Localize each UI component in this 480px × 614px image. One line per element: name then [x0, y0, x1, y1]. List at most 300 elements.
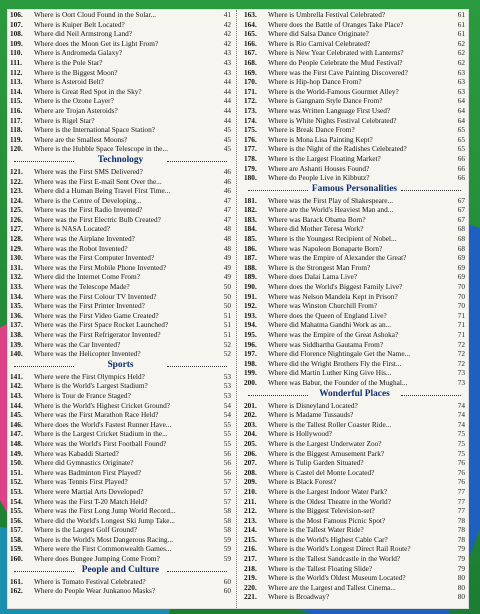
entry-number: 124. [10, 195, 23, 205]
toc-entry[interactable] [242, 564, 467, 574]
toc-entry[interactable] [8, 292, 233, 302]
toc-entry[interactable] [242, 10, 467, 20]
entry-page-number: 73 [457, 368, 465, 378]
toc-entry[interactable] [242, 516, 467, 526]
entry-page-number: 46 [223, 186, 231, 196]
entry-number: 185. [244, 234, 257, 244]
entry-page-number: 76 [457, 477, 465, 487]
entry-title: Where is the Ozone Layer? [34, 96, 114, 106]
toc-entry[interactable] [242, 544, 467, 554]
entry-page-number: 47 [223, 195, 231, 205]
entry-page-number: 69 [457, 272, 465, 282]
entry-number: 148. [10, 438, 23, 448]
toc-entry[interactable] [242, 68, 467, 78]
toc-entry[interactable] [8, 349, 233, 359]
entry-page-number: 63 [457, 86, 465, 96]
entry-page-number: 47 [223, 205, 231, 215]
toc-entry[interactable] [8, 253, 233, 263]
entry-number: 206. [244, 448, 257, 458]
toc-entry[interactable] [242, 497, 467, 507]
toc-entry[interactable] [8, 311, 233, 321]
toc-entry[interactable] [8, 340, 233, 350]
right-list-people-and-culture [242, 10, 467, 183]
entry-title: Where was the First Computer Invented? [34, 253, 155, 263]
entry-title: Where is the Largest Floating Market? [268, 153, 381, 163]
toc-entry[interactable] [242, 506, 467, 516]
toc-entry[interactable] [242, 573, 467, 583]
toc-entry[interactable] [242, 368, 467, 378]
entry-title: Where was the First Printer Invented? [34, 301, 145, 311]
toc-entry[interactable] [8, 116, 233, 126]
entry-number: 147. [10, 429, 23, 439]
toc-entry[interactable] [242, 292, 467, 302]
toc-entry[interactable] [8, 39, 233, 49]
toc-entry[interactable] [8, 586, 233, 596]
entry-number: 213. [244, 515, 257, 525]
entry-number: 114. [10, 86, 23, 96]
entry-number: 192. [244, 301, 257, 311]
entry-title: Where is Umbrella Festival Celebrated? [268, 10, 386, 19]
toc-entry[interactable] [242, 487, 467, 497]
entry-page-number: 72 [457, 358, 465, 368]
entry-number: 216. [244, 544, 257, 554]
entry-title: Where were the First Olympics Held? [34, 371, 145, 381]
entry-number: 184. [244, 224, 257, 234]
toc-entry[interactable] [8, 525, 233, 535]
entry-page-number: 61 [457, 10, 465, 19]
entry-title: Where is the Night of the Radishes Celebrated? [268, 144, 407, 154]
entry-number: 136. [10, 310, 23, 320]
toc-entry[interactable] [242, 215, 467, 225]
entry-number: 138. [10, 330, 23, 339]
toc-entry[interactable] [242, 554, 467, 564]
entry-title: Where did Salsa Dance Originate? [268, 29, 369, 39]
entry-title: Where is Andromeda Galaxy? [34, 48, 123, 58]
entry-page-number: 49 [223, 272, 231, 282]
entry-page-number: 59 [223, 534, 231, 544]
toc-entry[interactable] [8, 20, 233, 30]
toc-entry[interactable] [8, 544, 233, 554]
entry-title: Where is Asteroid Belt? [34, 77, 104, 87]
toc-entry[interactable] [242, 164, 467, 174]
entry-number: 189. [244, 272, 257, 282]
toc-entry[interactable] [8, 68, 233, 78]
entry-number: 198. [244, 358, 257, 368]
entry-page-number: 70 [457, 291, 465, 301]
toc-entry[interactable] [242, 244, 467, 254]
toc-entry[interactable] [8, 372, 233, 382]
entry-title: Where is Castel del Monte Located? [268, 467, 375, 477]
toc-entry[interactable] [242, 116, 467, 126]
entry-page-number: 79 [457, 563, 465, 573]
entry-page-number: 69 [457, 262, 465, 272]
toc-entry[interactable] [242, 39, 467, 49]
entry-title: Where is the Largest Underwater Zoo? [268, 438, 382, 448]
entry-title: Where did a Human Being Travel First Time... [34, 186, 171, 196]
toc-entry[interactable] [242, 401, 467, 411]
entry-number: 219. [244, 573, 257, 583]
toc-entry[interactable] [8, 497, 233, 507]
entry-title: Where did Neil Armstrong Land? [34, 29, 133, 39]
entry-title: Where does the Queen of England Live? [268, 310, 387, 320]
entry-number: 118. [10, 125, 23, 135]
toc-entry[interactable] [8, 410, 233, 420]
entry-title: Where did Gymnastics Originate? [34, 458, 134, 468]
entry-number: 193. [244, 310, 257, 320]
toc-entry[interactable] [242, 583, 467, 593]
entry-title: Where were the First Commonwealth Games... [34, 544, 172, 554]
entry-number: 126. [10, 214, 23, 224]
entry-title: Where is White Nights Festival Celebrated? [268, 115, 397, 125]
toc-entry[interactable] [242, 429, 467, 439]
toc-entry[interactable] [8, 468, 233, 478]
entry-page-number: 51 [223, 330, 231, 339]
toc-entry[interactable] [242, 320, 467, 330]
entry-number: 199. [244, 368, 257, 378]
toc-entry[interactable] [242, 224, 467, 234]
toc-entry[interactable] [242, 525, 467, 535]
entry-title: Where is Disneyland Located? [268, 400, 358, 410]
entry-page-number: 48 [223, 234, 231, 244]
left-list-space [8, 10, 233, 154]
entry-number: 131. [10, 262, 23, 272]
toc-entry[interactable] [8, 215, 233, 225]
entry-page-number: 61 [457, 29, 465, 39]
entry-number: 111. [10, 57, 22, 67]
toc-entry[interactable] [8, 487, 233, 497]
toc-entry[interactable] [8, 381, 233, 391]
entry-title: Where is the Centre of Developing... [34, 195, 142, 205]
left-list-sports [8, 372, 233, 564]
entry-page-number: 78 [457, 534, 465, 544]
entry-page-number: 50 [223, 282, 231, 292]
entry-number: 217. [244, 554, 257, 564]
entry-page-number: 58 [223, 515, 231, 525]
entry-title: Where is Tomato Festival Celebrated? [34, 576, 146, 586]
toc-entry[interactable] [8, 391, 233, 401]
toc-entry[interactable] [242, 468, 467, 478]
toc-entry[interactable] [242, 253, 467, 263]
entry-page-number: 76 [457, 467, 465, 477]
entry-title: Where is the Biggest Amusement Park? [268, 448, 385, 458]
entry-title: Where was the First Mobile Phone Invented? [34, 262, 167, 272]
entry-page-number: 56 [223, 467, 231, 477]
entry-page-number: 67 [457, 205, 465, 215]
entry-number: 209. [244, 477, 257, 487]
toc-entry[interactable] [8, 106, 233, 116]
entry-number: 146. [10, 419, 23, 429]
entry-number: 162. [10, 586, 23, 596]
entry-title: Where did Florence Nightingale Get the Name... [268, 349, 411, 359]
toc-entry[interactable] [242, 282, 467, 292]
toc-entry[interactable] [8, 282, 233, 292]
entry-title: Where was the First Refrigerator Invented? [34, 330, 161, 339]
toc-entry[interactable] [8, 186, 233, 196]
left-list-people-and-culture [8, 577, 233, 596]
entry-number: 145. [10, 410, 23, 420]
entry-number: 155. [10, 506, 23, 516]
entry-title: Where was the First Cave Painting Discovered? [268, 67, 408, 77]
entry-page-number: 46 [223, 166, 231, 176]
toc-entry[interactable] [8, 58, 233, 68]
toc-entry[interactable] [8, 330, 233, 340]
entry-number: 150. [10, 458, 23, 468]
entry-number: 142. [10, 381, 23, 391]
entry-title: Where was Napoleon Bonaparte Born? [268, 243, 383, 253]
entry-title: Where was the First Long Jump World Record... [34, 506, 176, 516]
entry-number: 125. [10, 205, 23, 215]
entry-title: Where are the Smallest Moons? [34, 134, 128, 144]
entry-title: Where is the Biggest Television-set? [268, 506, 375, 516]
entry-page-number: 42 [223, 29, 231, 39]
toc-entry[interactable] [8, 244, 233, 254]
entry-page-number: 49 [223, 262, 231, 272]
entry-title: Where was the Telescope Made? [34, 282, 130, 292]
entry-page-number: 54 [223, 400, 231, 410]
toc-entry[interactable] [242, 301, 467, 311]
toc-entry[interactable] [242, 592, 467, 602]
entry-title: Where was the First Video Game Created? [34, 310, 159, 320]
entry-number: 154. [10, 496, 23, 506]
entry-number: 168. [244, 57, 257, 67]
toc-entry[interactable] [242, 330, 467, 340]
entry-title: Where was Winston Churchill From? [268, 301, 378, 311]
entry-title: Where was the Robot Invented? [34, 243, 128, 253]
toc-entry[interactable] [8, 420, 233, 430]
entry-title: Where is Hip-hop Dance From? [268, 77, 362, 87]
toc-entry[interactable] [8, 234, 233, 244]
entry-page-number: 59 [223, 544, 231, 554]
entry-title: Where is Break Dance From? [268, 125, 355, 135]
entry-title: Where are the World's Heaviest Man and... [268, 205, 394, 215]
entry-title: Where is the Biggest Moon? [34, 67, 118, 77]
toc-entry[interactable] [242, 144, 467, 154]
entry-number: 149. [10, 448, 23, 458]
entry-page-number: 55 [223, 419, 231, 429]
entry-number: 214. [244, 525, 257, 535]
toc-entry[interactable] [242, 420, 467, 430]
entry-number: 208. [244, 467, 257, 477]
entry-number: 127. [10, 224, 23, 234]
entry-page-number: 53 [223, 390, 231, 400]
entry-number: 159. [10, 544, 23, 554]
entry-title: Where was Nelson Mandela Kept in Prison? [268, 291, 398, 301]
entry-number: 130. [10, 253, 23, 263]
toc-entry[interactable] [242, 58, 467, 68]
entry-number: 109. [10, 38, 23, 48]
toc-entry[interactable] [8, 87, 233, 97]
toc-entry[interactable] [242, 449, 467, 459]
entry-number: 117. [10, 115, 23, 125]
toc-entry[interactable] [8, 401, 233, 411]
entry-title: Where is Gangnam Style Dance From? [268, 96, 383, 106]
entry-title: Where was the Empire of Alexander the Great? [268, 253, 407, 263]
toc-entry[interactable] [242, 48, 467, 58]
entry-page-number: 70 [457, 301, 465, 311]
toc-entry[interactable] [8, 516, 233, 526]
toc-entry[interactable] [242, 272, 467, 282]
entry-number: 161. [10, 576, 23, 586]
entry-title: Where is Black Forest? [268, 477, 337, 487]
toc-entry[interactable] [8, 272, 233, 282]
entry-title: Where is Rio Carnival Celebrated? [268, 38, 371, 48]
entry-title: Where did the Wright Brothers Fly the First... [268, 358, 402, 368]
entry-number: 210. [244, 486, 257, 496]
toc-entry[interactable] [242, 349, 467, 359]
toc-entry[interactable] [242, 263, 467, 273]
toc-entry[interactable] [242, 439, 467, 449]
entry-title: Where was the First Electric Bulb Created? [34, 214, 161, 224]
entry-number: 163. [244, 10, 257, 19]
entry-title: Where is the World's Largest Stadium? [34, 381, 148, 391]
entry-page-number: 53 [223, 371, 231, 381]
toc-entry[interactable] [8, 439, 233, 449]
entry-page-number: 49 [223, 253, 231, 263]
heading-famous-personalities: Famous Personalities [242, 183, 467, 196]
entry-number: 177. [244, 144, 257, 154]
entry-title: Where is the Tallest Sandcastle in the World? [268, 554, 401, 564]
entry-title: Where is the World's Highest Cricket Ground? [34, 400, 170, 410]
entry-title: Where is New Year Celebrated with Lanterns? [268, 48, 404, 58]
toc-entry[interactable] [8, 263, 233, 273]
entry-title: Where is the Tallest Floating Slide? [268, 563, 373, 573]
entry-title: Where is Rigel Star? [34, 115, 95, 125]
toc-entry[interactable] [8, 224, 233, 234]
entry-title: Where does the World's Biggest Family Live? [268, 282, 403, 292]
toc-entry[interactable] [8, 577, 233, 587]
entry-title: Where is the International Space Station? [34, 125, 155, 135]
entry-page-number: 44 [223, 77, 231, 87]
entry-title: Where was the World's First Football Found? [34, 438, 167, 448]
toc-entry[interactable] [8, 301, 233, 311]
toc-entry[interactable] [8, 449, 233, 459]
entry-number: 164. [244, 19, 257, 29]
entry-number: 120. [10, 144, 23, 154]
entry-title: Where does the Battle of Oranges Take Place? [268, 19, 404, 29]
toc-entry[interactable] [8, 477, 233, 487]
toc-entry[interactable] [242, 378, 467, 388]
toc-entry[interactable] [8, 554, 233, 564]
entry-title: Where was the Car Invented? [34, 339, 121, 349]
toc-entry[interactable] [242, 154, 467, 164]
toc-entry[interactable] [8, 506, 233, 516]
entry-number: 157. [10, 525, 23, 535]
entry-number: 175. [244, 125, 257, 135]
entry-page-number: 45 [223, 125, 231, 135]
entry-page-number: 48 [223, 243, 231, 253]
entry-number: 212. [244, 506, 257, 516]
entry-page-number: 63 [457, 77, 465, 87]
entry-page-number: 44 [223, 96, 231, 106]
toc-entry[interactable] [242, 29, 467, 39]
toc-entry[interactable] [242, 20, 467, 30]
entry-title: Where does Dalai Lama Live? [268, 272, 358, 282]
toc-entry[interactable] [8, 167, 233, 177]
toc-entry[interactable] [8, 48, 233, 58]
toc-entry[interactable] [8, 96, 233, 106]
entry-page-number: 80 [457, 573, 465, 583]
entry-number: 195. [244, 330, 257, 339]
toc-entry[interactable] [242, 340, 467, 350]
entry-page-number: 78 [457, 525, 465, 535]
toc-entry[interactable] [242, 106, 467, 116]
entry-title: Where is the Youngest Recipient of Nobel... [268, 234, 397, 244]
entry-page-number: 56 [223, 458, 231, 468]
entry-page-number: 77 [457, 506, 465, 516]
entry-title: Where was the First Radio Invented? [34, 205, 143, 215]
toc-entry[interactable] [242, 410, 467, 420]
entry-title: Where is Kuiper Belt Located? [34, 19, 125, 29]
toc-entry[interactable] [8, 125, 233, 135]
toc-entry[interactable] [8, 10, 233, 20]
entry-page-number: 66 [457, 153, 465, 163]
entry-title: Where is the World-Famous Gourmet Alley? [268, 86, 399, 96]
entry-title: Where is the Oldest Theatre in the World? [268, 496, 391, 506]
toc-entry[interactable] [8, 320, 233, 330]
toc-entry[interactable] [242, 234, 467, 244]
entry-title: Where was the First Marathon Race Held? [34, 410, 159, 420]
entry-number: 181. [244, 195, 257, 205]
entry-number: 196. [244, 339, 257, 349]
toc-entry[interactable] [8, 429, 233, 439]
toc-entry[interactable] [242, 196, 467, 206]
entry-page-number: 74 [457, 410, 465, 420]
toc-entry[interactable] [8, 196, 233, 206]
entry-number: 106. [10, 10, 23, 19]
entry-number: 202. [244, 410, 257, 420]
toc-entry[interactable] [8, 177, 233, 187]
toc-entry[interactable] [242, 135, 467, 145]
entry-page-number: 67 [457, 214, 465, 224]
toc-entry[interactable] [242, 125, 467, 135]
toc-entry[interactable] [242, 477, 467, 487]
entry-page-number: 43 [223, 67, 231, 77]
entry-number: 165. [244, 29, 257, 39]
toc-entry[interactable] [8, 458, 233, 468]
toc-entry[interactable] [242, 535, 467, 545]
toc-entry[interactable] [242, 173, 467, 183]
toc-entry[interactable] [242, 96, 467, 106]
toc-entry[interactable] [242, 77, 467, 87]
entry-number: 218. [244, 563, 257, 573]
entry-title: Where did the Internet Come From? [34, 272, 140, 282]
entry-number: 183. [244, 214, 257, 224]
entry-page-number: 50 [223, 291, 231, 301]
entry-title: Where is Tulip Garden Situated? [268, 458, 364, 468]
contents-sheet [8, 10, 468, 608]
entry-page-number: 71 [457, 330, 465, 339]
entry-page-number: 46 [223, 176, 231, 186]
toc-entry[interactable] [242, 205, 467, 215]
toc-entry[interactable] [242, 359, 467, 369]
toc-entry[interactable] [8, 77, 233, 87]
toc-entry[interactable] [8, 135, 233, 145]
toc-entry[interactable] [8, 29, 233, 39]
toc-entry[interactable] [8, 535, 233, 545]
toc-entry[interactable] [242, 458, 467, 468]
toc-entry[interactable] [8, 144, 233, 154]
entry-number: 203. [244, 419, 257, 429]
toc-entry[interactable] [242, 311, 467, 321]
toc-entry[interactable] [242, 87, 467, 97]
entry-number: 200. [244, 377, 257, 387]
entry-page-number: 79 [457, 544, 465, 554]
entry-page-number: 68 [457, 224, 465, 234]
toc-entry[interactable] [8, 205, 233, 215]
entry-page-number: 41 [223, 10, 231, 19]
entry-title: Where was Badminton First Played? [34, 467, 141, 477]
entry-title: Where was the First Play of Shakespeare... [268, 195, 394, 205]
